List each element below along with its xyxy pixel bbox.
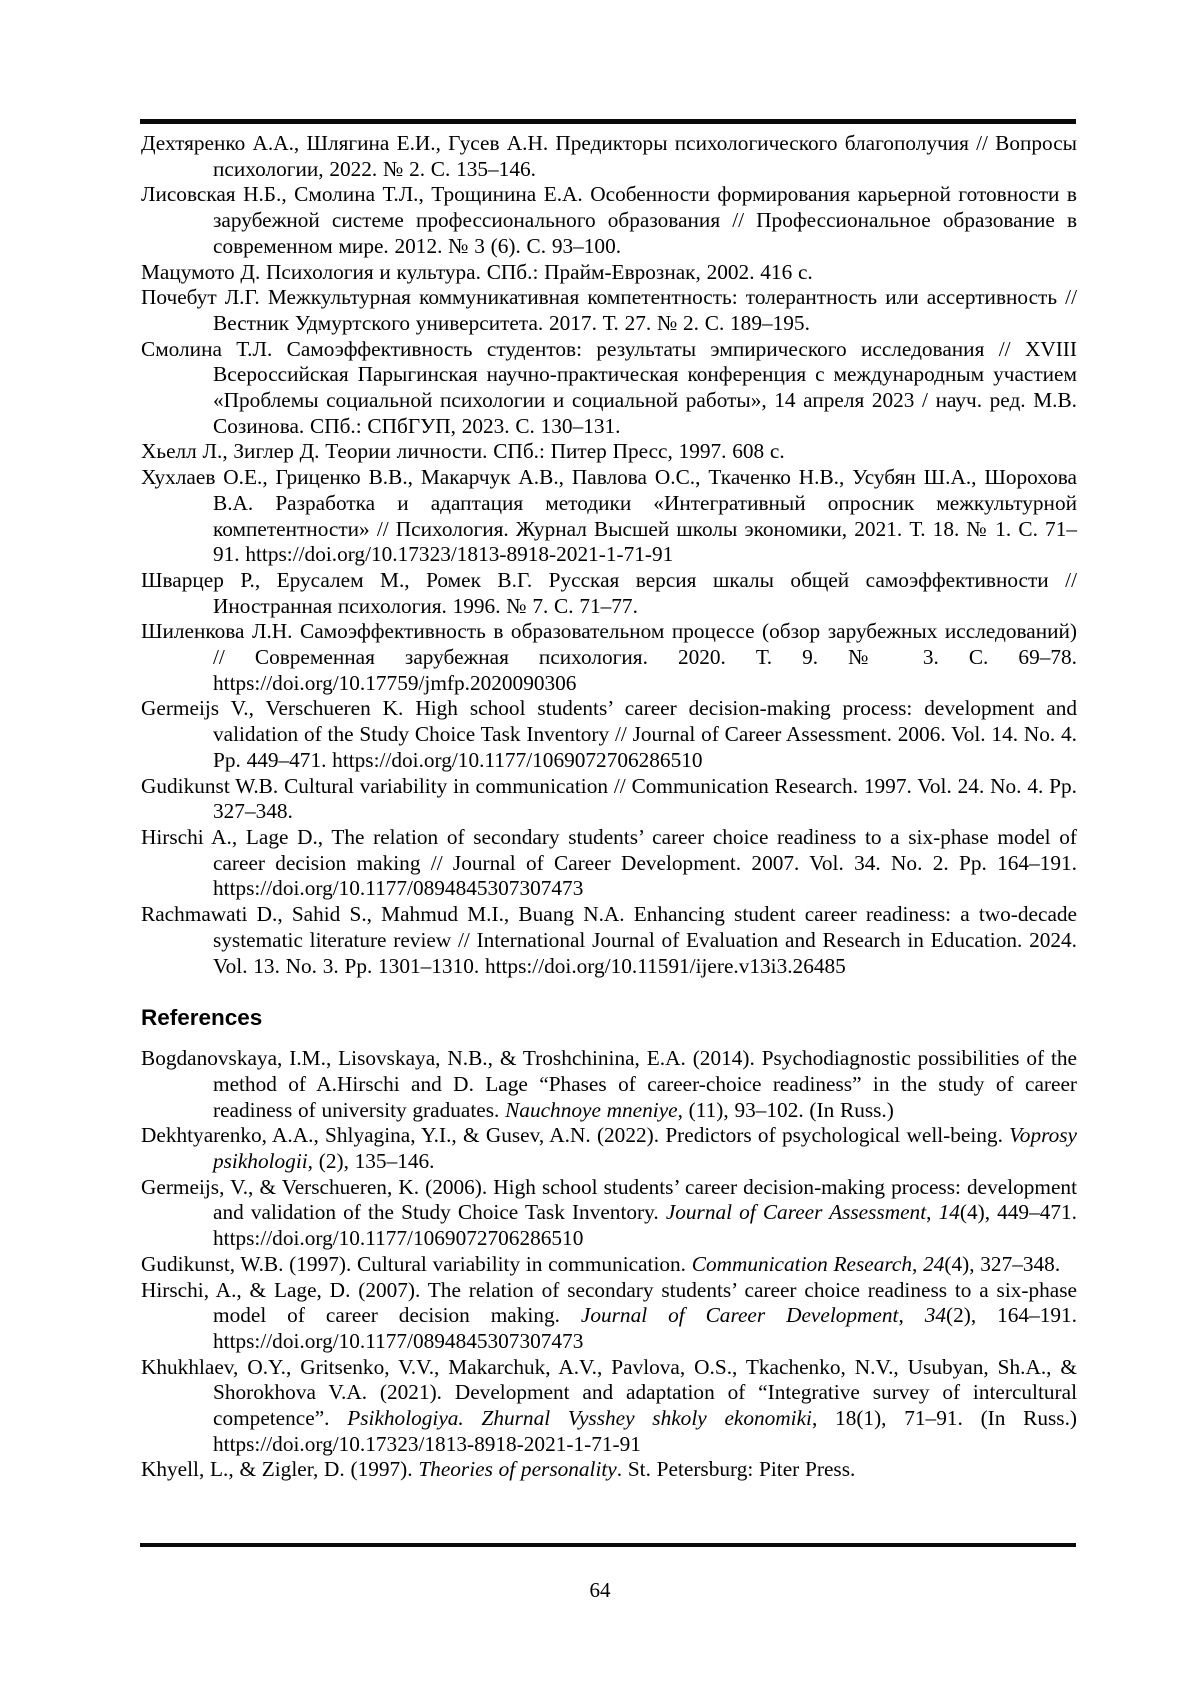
reference-segment: (2), 164–191. https://doi.org/10.1177/0894845307307473 (213, 1303, 1077, 1353)
reference-item (141, 465, 1077, 568)
reference-item (141, 619, 1077, 696)
reference-item (141, 131, 1077, 182)
reference-segment: Шиленкова Л.Н. Самоэффективность в образовательном процессе (обзор зарубежных исследований) // Современная зарубежная психология. 2020. Т. 9. № 3. С. 69–78. https://doi.org/10.17759/jmfp.2020090306 (141, 619, 1077, 695)
reference-segment-italic: Nauchnoye mneniye (505, 1097, 678, 1122)
reference-item (141, 182, 1077, 259)
page-content (141, 131, 1077, 1483)
reference-segment: Хьелл Л., Зиглер Д. Теории личности. СПб.: Питер Пресс, 1997. 608 с. (141, 439, 785, 464)
reference-segment: Dekhtyarenko, A.A., Shlyagina, Y.I., & Gusev, A.N. (2022). Predictors of psychological well-being. (141, 1123, 1010, 1148)
reference-segment: (4), 327–348. (944, 1251, 1061, 1276)
reference-item (141, 1457, 1077, 1483)
reference-item (141, 696, 1077, 773)
reference-segment: Gudikunst, W.B. (1997). Cultural variability in communication. (141, 1251, 692, 1276)
top-rule (140, 119, 1076, 124)
reference-segment: , 18(1), 71–91. (In Russ.) https://doi.org/10.17323/1813-8918-2021-1-71-91 (213, 1406, 1077, 1456)
reference-segment: Смолина Т.Л. Самоэффективность студентов: результаты эмпирического исследования // XVIII Всероссийская Парыгинская научно-практическая конференция с международным участием «Проблемы социальной психологии и социальной работы», 14 апреля 2023 / науч. ред. М.В. Созинова. СПб.: СПбГУП, 2023. С. 130–131. (141, 336, 1077, 438)
reference-segment-italic: 34 (924, 1303, 947, 1328)
reference-segment: Шварцер Р., Ерусалем М., Ромек В.Г. Русская версия шкалы общей самоэффективности // Иностранная психология. 1996. № 7. С. 71–77. (141, 567, 1077, 618)
reference-segment: Hirschi, A., & Lage, D. (2007). The relation of secondary students’ career choice readiness to a six-phase model of career decision making. (141, 1277, 1077, 1328)
reference-segment: Rachmawati D., Sahid S., Mahmud M.I., Buang N.A. Enhancing student career readiness: a two-decade systematic literature review // International Journal of Evaluation and Research in Education. 2024. Vol. 13. No. 3. Pp. 1301–1310. https://doi.org/10.11591/ijere.v13i3.26485 (141, 902, 1077, 978)
reference-item (141, 902, 1077, 979)
reference-item (141, 825, 1077, 902)
reference-segment: , (926, 1200, 939, 1225)
reference-segment-italic: 24 (923, 1251, 945, 1276)
reference-segment: Мацумото Д. Психология и культура. СПб.: Прайм-Еврознак, 2002. 416 с. (141, 259, 813, 284)
reference-segment: , (2), 135–146. (307, 1149, 435, 1174)
references-heading: References (141, 1005, 263, 1031)
reference-item (141, 260, 1077, 286)
reference-segment: . St. Petersburg: Piter Press. (616, 1457, 856, 1482)
reference-segment: , (912, 1251, 924, 1276)
reference-item (141, 439, 1077, 465)
reference-segment-italic: Theories of personality (418, 1457, 617, 1482)
reference-item (141, 774, 1077, 825)
reference-segment: , (11), 93–102. (In Russ.) (677, 1097, 894, 1122)
reference-segment-italic: 14 (938, 1200, 960, 1225)
reference-item (141, 1252, 1077, 1278)
reference-segment: Хухлаев О.Е., Гриценко В.В., Макарчук А.В., Павлова О.С., Ткаченко Н.В., Усубян Ш.А., Шорохова В.А. Разработка и адаптация методики «Интегративный опросник межкультурной компетентности» // Психология. Журнал Высшей школы экономики, 2021. Т. 18. № 1. С. 71–91. https://doi.org/10.17323/1813-8918-2021-1-71-91 (141, 465, 1077, 567)
reference-item (141, 285, 1077, 336)
bottom-rule (140, 1543, 1076, 1547)
reference-segment: Khyell, L., & Zigler, D. (1997). (141, 1457, 419, 1482)
reference-segment: (4), 449–471. https://doi.org/10.1177/1069072706286510 (213, 1200, 1077, 1251)
reference-segment-italic: Communication Research (691, 1251, 912, 1276)
reference-segment: Дехтяренко А.А., Шлягина Е.И., Гусев А.Н. Предикторы психологического благополучия // Вопросы психологии, 2022. № 2. С. 135–146. (141, 131, 1077, 181)
reference-segment: Germeijs V., Verschueren K. High school students’ career decision-making process: development and validation of the Study Choice Task Inventory // Journal of Career Assessment. 2006. Vol. 14. No. 4. Pp. 449–471. https://doi.org/10.1177/1069072706286510 (141, 696, 1077, 772)
reference-segment: Hirschi A., Lage D., The relation of secondary students’ career choice readiness to a six-phase model of career decision making // Journal of Career Development. 2007. Vol. 34. No. 2. Pp. 164–191. https://doi.org/10.1177/0894845307307473 (141, 824, 1077, 901)
reference-item (141, 1175, 1077, 1252)
reference-segment-italic: Voprosy psikhologii (213, 1123, 1077, 1174)
reference-item (141, 1123, 1077, 1174)
reference-segment: Khukhlaev, O.Y., Gritsenko, V.V., Makarchuk, A.V., Pavlova, O.S., Tkachenko, N.V., Usubyan, Sh.A., & Shorokhova V.A. (2021). Development and adaptation of “Integrative survey of intercultural competence”. (141, 1354, 1077, 1431)
reference-segment-italic: Journal of Career Development (580, 1303, 899, 1328)
reference-segment: Лисовская Н.Б., Смолина Т.Л., Трощинина Е.А. Особенности формирования карьерной готовности в зарубежной системе профессионального образования // Профессиональное образование в современном мире. 2012. № 3 (6). С. 93–100. (141, 182, 1077, 258)
reference-segment-italic: Psikhologiya. Zhurnal Vysshey shkoly ekonomiki (347, 1406, 812, 1431)
reference-item (141, 568, 1077, 619)
reference-item (141, 1046, 1077, 1123)
reference-segment-italic: Journal of Career Assessment (665, 1200, 927, 1225)
reference-item (141, 1355, 1077, 1458)
page-number: 64 (589, 1578, 611, 1602)
references-list-russian (141, 131, 1077, 979)
references-list-english (141, 1046, 1077, 1483)
reference-segment: Germeijs, V., & Verschueren, K. (2006). High school students’ career decision-making process: development and validation of the Study Choice Task Inventory. (141, 1174, 1077, 1225)
reference-segment: , (898, 1303, 925, 1328)
reference-segment: Gudikunst W.B. Cultural variability in communication // Communication Research. 1997. Vol. 24. No. 4. Pp. 327–348. (141, 773, 1077, 824)
reference-segment: Почебут Л.Г. Межкультурная коммуникативная компетентность: толерантность или ассертивность // Вестник Удмуртского университета. 2017. Т. 27. № 2. С. 189–195. (141, 285, 1077, 335)
reference-segment: Bogdanovskaya, I.M., Lisovskaya, N.B., & Troshchinina, E.A. (2014). Psychodiagnostic possibilities of the method of A.Hirschi and D. Lage “Phases of career-choice readiness” in the study of career readiness of university graduates. (141, 1046, 1077, 1122)
reference-item (141, 337, 1077, 440)
reference-item (141, 1278, 1077, 1355)
